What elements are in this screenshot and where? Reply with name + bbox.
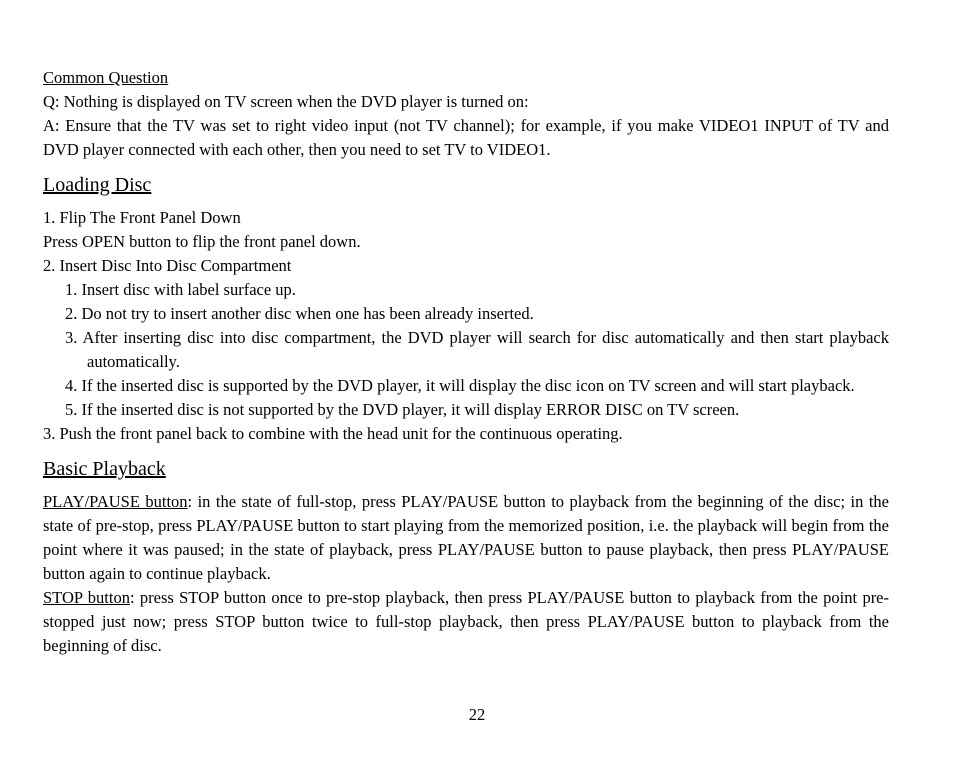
play-pause-text: : in the state of full-stop, press PLAY/PAUSE button to playback from the beginning of the disc; in the state of pre-stop, press PLAY/PAUSE button to start playing from the memorized position, i.e. the playback will begin from the point where it was paused; in the state of playback, press PLAY/PAUSE button to pause playback, then press PLAY/PAUSE button again to continue playback.: [43, 492, 889, 583]
common-question-a: A: Ensure that the TV was set to right video input (not TV channel); for example, if you make VIDEO1 INPUT of TV and DVD player connected with each other, then you need to set TV to VIDEO1.: [43, 116, 889, 159]
common-question-q: Q: Nothing is displayed on TV screen when the DVD player is turned on:: [43, 92, 529, 111]
loading-step3: 3. Push the front panel back to combine with the head unit for the continuous operating.: [43, 424, 623, 443]
basic-playback-heading: Basic Playback: [43, 458, 166, 480]
loading-disc-heading: Loading Disc: [43, 174, 152, 196]
loading-substep-2: 2. Do not try to insert another disc when one has been already inserted.: [65, 304, 534, 323]
loading-substep-1: 1. Insert disc with label surface up.: [65, 280, 296, 299]
play-pause-label: PLAY/PAUSE button: [43, 492, 188, 511]
loading-substep-4: 4. If the inserted disc is supported by the DVD player, it will display the disc icon on TV screen and will start playback.: [65, 376, 855, 395]
stop-paragraph: [43, 586, 889, 658]
loading-step2-title: 2. Insert Disc Into Disc Compartment: [43, 256, 292, 275]
loading-step1-title: 1. Flip The Front Panel Down: [43, 208, 241, 227]
play-pause-paragraph: [43, 490, 889, 586]
loading-substep-5: 5. If the inserted disc is not supported by the DVD player, it will display ERROR DISC on TV screen.: [65, 400, 740, 419]
stop-text: : press STOP button once to pre-stop playback, then press PLAY/PAUSE button to playback from the point pre-stopped just now; press STOP button twice to full-stop playback, then press PLAY/PAUSE button to playback from the beginning of disc.: [43, 588, 890, 655]
page-number: 22: [468, 705, 486, 724]
common-question-title: Common Question: [43, 68, 169, 87]
stop-label: STOP button: [43, 588, 130, 607]
loading-substep-3: 3. After inserting disc into disc compartment, the DVD player will search for disc automatically and then start playback automatically.: [65, 328, 889, 371]
manual-page: [43, 66, 889, 658]
loading-step1-text: Press OPEN button to flip the front panel down.: [43, 232, 361, 251]
